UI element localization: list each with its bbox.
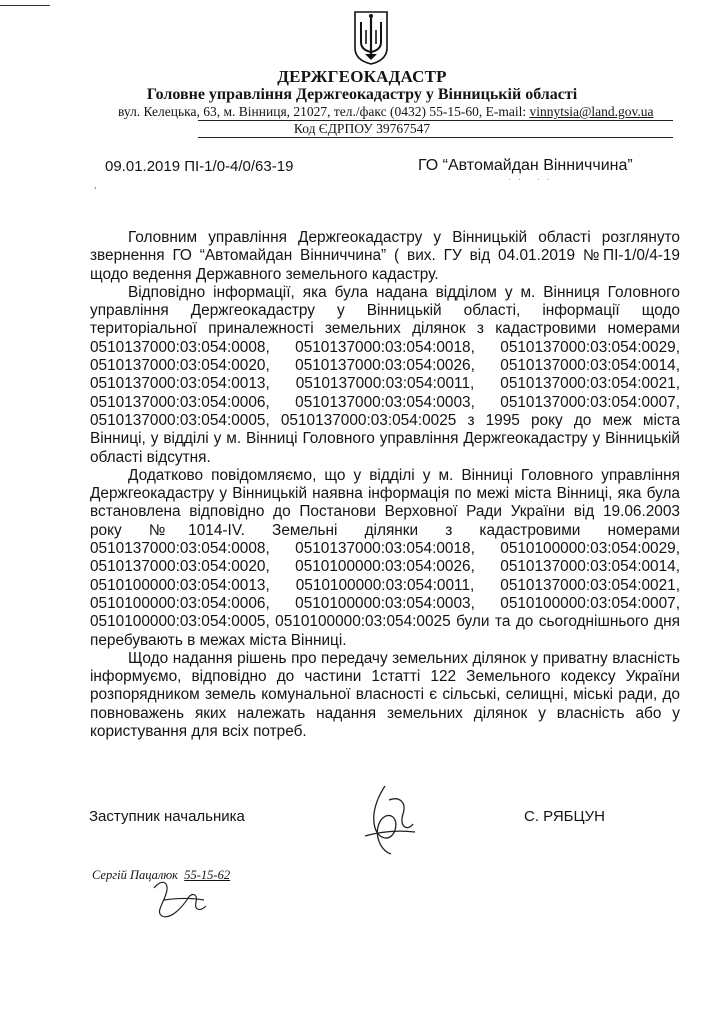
faint-show-through: · · · · <box>508 175 552 186</box>
scan-edge-line <box>0 5 50 6</box>
margin-mark: , <box>94 180 97 191</box>
paragraph-3: Додатково повідомляємо, що у відділі у м. Вінниці Головного управління Держгеокадастру у Вінницькій наявна інформація по межі міста Вінниці, яка була встановлена відповідно до Постанови Верховної Ради України від 19.06.2003 року №1014-IV. Земельні ділянки з кадастровими номерами 0510137000:03:054:0008, 0510137000:03:054:0018, 0510100000:03:054:0029, 0510137000:03:054:0020, 0510100000:03:054:0026, 0510137000:03:054:0014, 0510100000:03:054:0013, 0510100000:03:054:0011, 0510137000:03:054:0021, 0510100000:03:054:0006, 0510100000:03:054:0003, 0510100000:03:054:0007, 0510100000:03:054:0005, 0510100000:03:054:0025 були та до сьогоднішнього дня перебувають в межах міста Вінниці. <box>90 466 680 649</box>
edrpou-code: Код ЄДРПОУ 39767547 <box>293 121 431 136</box>
signer-position: Заступник начальника <box>89 808 245 825</box>
signer-name: С. РЯБЦУН <box>524 808 605 825</box>
trident-coat-of-arms-icon <box>353 10 389 66</box>
handwritten-signature <box>355 780 425 860</box>
recipient: ГО “Автомайдан Вінниччина” <box>418 157 633 174</box>
org-subdivision: Головне управління Держгеокадастру у Вінницькій області <box>146 86 578 103</box>
org-name: ДЕРЖГЕОКАДАСТР <box>277 67 447 86</box>
paragraph-2: Відповідно інформації, яка була надана відділом у м. Вінниця Головного управління Держгеокадастру у Вінницькій області, інформації щодо територіальної приналежності земельних ділянок з кадастровими номерами 0510137000:03:054:0008, 0510137000:03:054:0018, 0510137000:03:054:0029, 0510137000:03:054:0020, 0510137000:03:054:0026, 0510137000:03:054:0014, 0510137000:03:054:0013, 0510137000:03:054:0011, 0510137000:03:054:0021, 0510137000:03:054:0006, 0510137000:03:054:0003, 0510137000:03:054:0007, 0510137000:03:054:0005, 0510137000:03:054:0025 з 1995 року до меж міста Вінниці, у відділі у м. Вінниці Головного управління Держгеокадастру у Вінницькій області відсутня. <box>90 283 680 466</box>
executor-name: Сергій Пацалюк <box>92 868 178 882</box>
paragraph-4: Щодо надання рішень про передачу земельних ділянок у приватну власність інформуємо, відповідно до частини 1статті 122 Земельного кодексу України розпорядником земель комунальної власності є сільські, селищні, міські ради, до повноважень яких належать надання земельних ділянок у власність або у користування для всіх потреб. <box>90 649 680 741</box>
letter-body <box>90 229 680 741</box>
executor-phone: 55-15-62 <box>184 868 231 882</box>
header-divider-bottom <box>198 137 673 138</box>
address-line <box>118 104 678 120</box>
registration-number: 09.01.2019 ПІ-1/0-4/0/63-19 <box>105 158 294 175</box>
handwritten-initials <box>148 868 208 923</box>
paragraph-1: Головним управління Держгеокадастру у Вінницькій області розглянуто звернення ГО “Автомайдан Вінниччина” ( вих. ГУ від 04.01.2019 №ПІ-1/0/4-19 щодо ведення Державного земельного кадастру. <box>90 229 680 283</box>
address-text: вул. Келецька, 63, м. Вінниця, 21027, тел./факс (0432) 55-15-60, E-mail: <box>118 104 530 119</box>
email-link[interactable]: vinnytsia@land.gov.ua <box>529 104 654 119</box>
